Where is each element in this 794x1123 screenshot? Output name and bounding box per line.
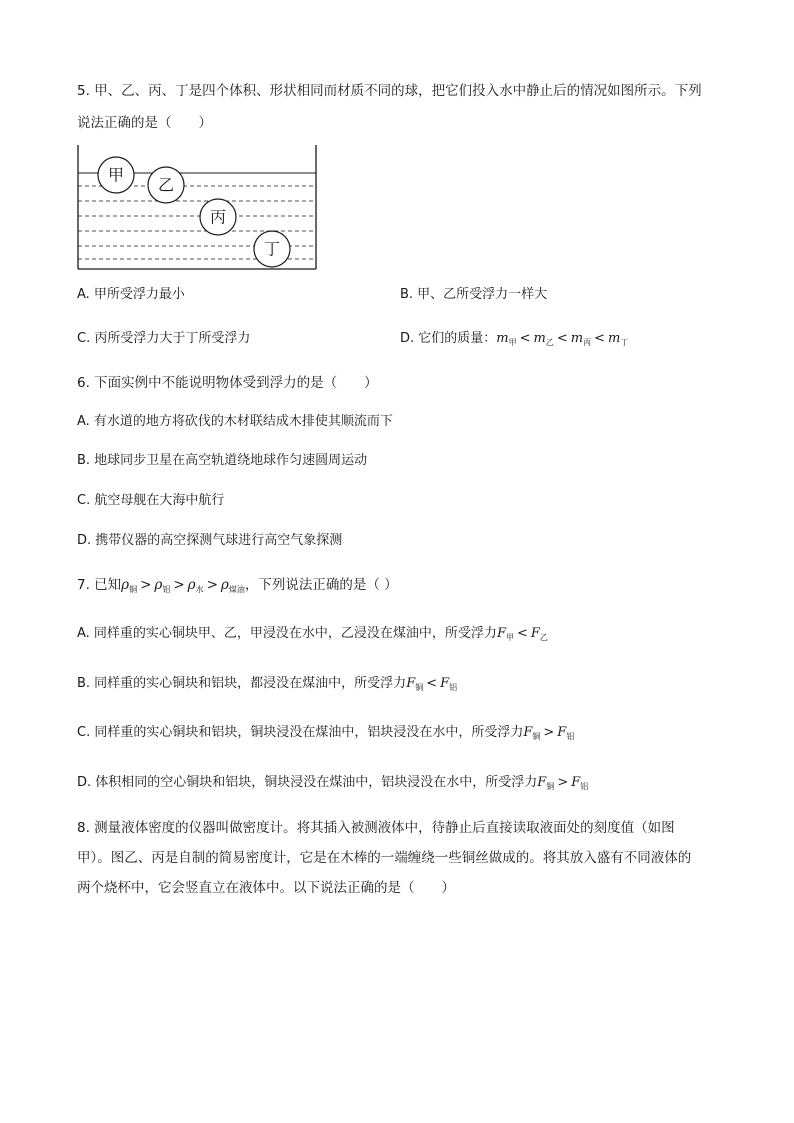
q6-option-a: A. 有水道的地方将砍伐的木材联结成木排使其顺流而下	[77, 414, 393, 429]
q5-mass-inequality: $m_甲 < m_乙 < m_丙 < m_丁$	[496, 331, 629, 347]
q7-b-buoyancy-inequality: $F_铜 < F_铝$	[406, 676, 458, 692]
q6-option-d: D. 携带仪器的高空探测气球进行高空气象探测	[77, 533, 343, 548]
q5-option-b: B. 甲、乙所受浮力一样大	[400, 287, 548, 302]
q7-option-d: D. 体积相同的空心铜块和铝块，铜块浸没在煤油中，铝块浸没在水中，所受浮力$F_铜 > F_铝$	[77, 775, 589, 791]
q5-option-d	[400, 329, 628, 353]
q6-option-c: C. 航空母舰在大海中航行	[77, 493, 225, 508]
q5-water-tank-figure	[76, 145, 321, 273]
ball-jia	[98, 157, 134, 193]
q7-d-buoyancy-inequality: $F_铜 > F_铝$	[537, 775, 589, 791]
q7-option-a: A. 同样重的实心铜块甲、乙，甲浸没在水中，乙浸没在煤油中，所受浮力$F_甲 < F_乙$	[77, 626, 548, 642]
ball-label-yi: 乙	[157, 175, 175, 195]
q8-stem-line1: 8. 测量液体密度的仪器叫做密度计。将其插入被测液体中，待静止后直接读取液面处的刻度值（如图	[77, 820, 675, 836]
q6-stem: 6. 下面实例中不能说明物体受到浮力的是（ ）	[77, 375, 378, 391]
q7-a-buoyancy-inequality: $F_甲 < F_乙$	[496, 626, 548, 642]
q5-option-c: C. 丙所受浮力大于丁所受浮力	[77, 331, 251, 346]
ball-label-bing: 丙	[209, 207, 227, 227]
ball-ding	[254, 231, 290, 267]
q7-option-c: C. 同样重的实心铜块和铝块，铜块浸没在煤油中，铝块浸没在水中，所受浮力$F_铜 > F_铝$	[77, 725, 575, 741]
q7-stem: 7. 已知$\rho_铜 > \rho_铝 > \rho_水 > \rho_{煤油}$，下列说法正确的是（ ）	[77, 577, 398, 594]
q7-option-b: B. 同样重的实心铜块和铝块，都浸没在煤油中，所受浮力$F_铜 < F_铝$	[77, 676, 458, 692]
q7-c-buoyancy-inequality: $F_铜 > F_铝$	[523, 725, 575, 741]
q8-stem-line3: 两个烧杯中，它会竖直立在液体中。以下说法正确的是（ ）	[77, 880, 455, 896]
q5-option-a: A. 甲所受浮力最小	[77, 287, 185, 302]
ball-yi	[148, 167, 184, 203]
ball-label-ding: 丁	[263, 239, 281, 259]
q7-density-inequality: $\rho_铜 > \rho_铝 > \rho_水 > \rho_{煤油}$	[121, 577, 245, 594]
q6-option-b: B. 地球同步卫星在高空轨道绕地球作匀速圆周运动	[77, 453, 368, 468]
q5-option-d-prefix: D. 它们的质量：	[400, 331, 497, 346]
q5-stem-line2: 说法正确的是（ ）	[77, 115, 212, 131]
q8-stem-line2: 甲）。图乙、丙是自制的简易密度计，它是在木棒的一端缠绕一些铜丝做成的。将其放入盛有不同液体的	[77, 850, 692, 866]
q5-stem-line1: 5. 甲、乙、丙、丁是四个体积、形状相同而材质不同的球，把它们投入水中静止后的情况如图所示。下列	[77, 83, 702, 99]
ball-label-jia: 甲	[107, 165, 125, 185]
ball-bing	[200, 199, 236, 235]
